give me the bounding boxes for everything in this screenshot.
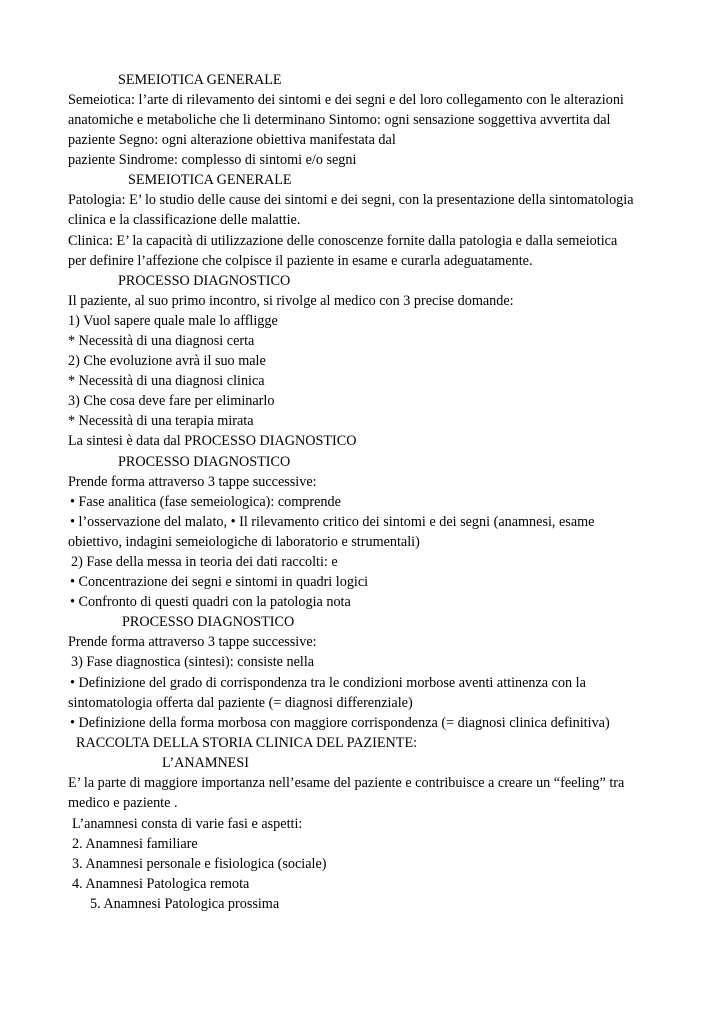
list-item: • Definizione del grado di corrispondenza tra le condizioni morbose aventi attinenza con la	[70, 675, 586, 691]
paragraph-line: Il paziente, al suo primo incontro, si rivolge al medico con 3 precise domande:	[68, 293, 514, 309]
list-item: 2. Anamnesi familiare	[72, 836, 198, 852]
paragraph-line: Prende forma attraverso 3 tappe successive:	[68, 634, 317, 650]
list-item: • Definizione della forma morbosa con maggiore corrispondenza (= diagnosi clinica definitiva)	[70, 715, 610, 731]
list-item: 3. Anamnesi personale e fisiologica (sociale)	[72, 856, 327, 872]
paragraph-line: per definire l’affezione che colpisce il paziente in esame e curarla adeguatamente.	[68, 253, 533, 269]
paragraph-line: medico e paziente .	[68, 795, 178, 811]
section-heading: L’ANAMNESI	[162, 755, 249, 771]
section-heading: PROCESSO DIAGNOSTICO	[118, 273, 291, 289]
list-item: * Necessità di una diagnosi clinica	[68, 373, 265, 389]
list-item: 2) Fase della messa in teoria dei dati raccolti: e	[71, 554, 338, 570]
paragraph-line: paziente Sindrome: complesso di sintomi e/o segni	[68, 152, 357, 168]
paragraph-line: Semeiotica: l’arte di rilevamento dei sintomi e dei segni e del loro collegamento con le alterazioni	[68, 92, 624, 108]
paragraph-line: E’ la parte di maggiore importanza nell’esame del paziente e contribuisce a creare un “feeling” tra	[68, 775, 625, 791]
list-item: * Necessità di una diagnosi certa	[68, 333, 255, 349]
list-item: 2) Che evoluzione avrà il suo male	[68, 353, 266, 369]
paragraph-line: Prende forma attraverso 3 tappe successive:	[68, 474, 317, 490]
paragraph-line: Patologia: E’ lo studio delle cause dei sintomi e dei segni, con la presentazione della sintomatologia	[68, 192, 634, 208]
paragraph-line: anatomiche e metaboliche che li determinano Sintomo: ogni sensazione soggettiva avvertita dal	[68, 112, 611, 128]
list-item: • l’osservazione del malato, • Il rilevamento critico dei sintomi e dei segni (anamnesi, esame	[70, 514, 595, 530]
paragraph-line: Clinica: E’ la capacità di utilizzazione delle conoscenze fornite dalla patologia e dalla semeiotica	[68, 233, 618, 249]
section-heading: PROCESSO DIAGNOSTICO	[122, 614, 295, 630]
list-item: • Confronto di questi quadri con la patologia nota	[70, 594, 351, 610]
list-item: 1) Vuol sapere quale male lo affligge	[68, 313, 278, 329]
paragraph-line: clinica e la classificazione delle malattie.	[68, 212, 301, 228]
list-item: • Concentrazione dei segni e sintomi in quadri logici	[70, 574, 369, 590]
paragraph-line: paziente Segno: ogni alterazione obiettiva manifestata dal	[68, 132, 396, 148]
section-heading: SEMEIOTICA GENERALE	[118, 72, 282, 88]
paragraph-line: La sintesi è data dal PROCESSO DIAGNOSTICO	[68, 433, 357, 449]
section-heading: SEMEIOTICA GENERALE	[128, 172, 292, 188]
paragraph-line: L’anamnesi consta di varie fasi e aspetti:	[72, 816, 303, 832]
list-item: • Fase analitica (fase semeiologica): comprende	[70, 494, 341, 510]
list-item: 4. Anamnesi Patologica remota	[72, 876, 250, 892]
list-item: * Necessità di una terapia mirata	[68, 413, 254, 429]
paragraph-line: sintomatologia offerta dal paziente (= diagnosi differenziale)	[68, 695, 413, 711]
section-heading: PROCESSO DIAGNOSTICO	[118, 454, 291, 470]
list-item: 5. Anamnesi Patologica prossima	[90, 896, 280, 912]
list-item: 3) Fase diagnostica (sintesi): consiste nella	[71, 654, 315, 670]
section-heading: RACCOLTA DELLA STORIA CLINICA DEL PAZIENTE:	[76, 735, 418, 751]
paragraph-line: obiettivo, indagini semeiologiche di laboratorio e strumentali)	[68, 534, 420, 550]
list-item: 3) Che cosa deve fare per eliminarlo	[68, 393, 275, 409]
